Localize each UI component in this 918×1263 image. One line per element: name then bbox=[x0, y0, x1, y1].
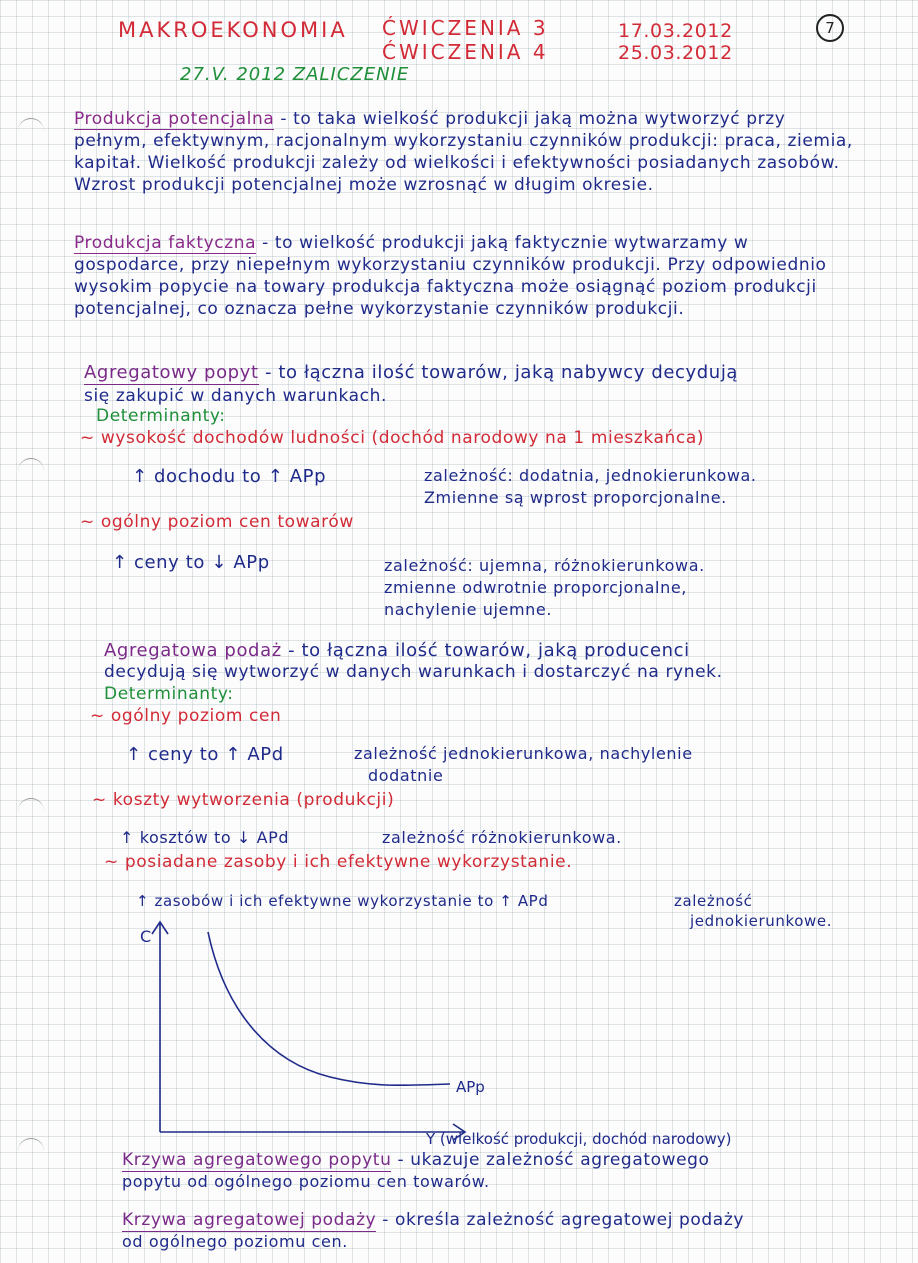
demand-curve-text: - ukazuje zależność agregatowego bbox=[391, 1150, 710, 1170]
demand-determinants-label: Determinanty: bbox=[96, 406, 226, 426]
potential-production-text: - to taka wielkość produkcji jaką można wytworzyć przy pełnym, efektywnym, racjonalnym wykorzystaniu czynników produkcji: praca, ziemia, kapitał. Wielkość produkcji zależy od wielkości i efektywności posiadanych zasobów. Wzrost produkcji potencjalnej może wzrosnąć w długim okresie. bbox=[74, 109, 853, 195]
session-date-1: 17.03.2012 bbox=[618, 20, 733, 42]
aggregate-supply-text: - to łączna ilość towarów, jaką producenci bbox=[281, 640, 690, 661]
aggregate-demand-curve bbox=[208, 932, 450, 1085]
curve-label: APp bbox=[456, 1078, 485, 1096]
supply-determinants-label: Determinanty: bbox=[104, 684, 234, 704]
aggregate-demand-term: Agregatowy popyt bbox=[84, 362, 259, 383]
supply-resources-note-1: zależność bbox=[674, 892, 753, 910]
actual-production-text: - to wielkość produkcji jaką faktycznie wytwarzamy w gospodarce, przy niepełnym wykorzystaniu czynników produkcji. Przy odpowiednio wysokim popycie na towary produkcja faktyczna może osiągnąć poziom produkcji potencjalnej, co oznacza pełne wykorzystanie czynników produkcji. bbox=[74, 233, 827, 319]
credit-date: 27.V. 2012 ZALICZENIE bbox=[180, 64, 410, 85]
supply-costs-note: zależność różnokierunkowa. bbox=[382, 828, 622, 847]
demand-income-note-2: Zmienne są wprost proporcjonalne. bbox=[424, 488, 727, 507]
supply-costs-relation: ↑ kosztów to ↓ APd bbox=[120, 828, 290, 847]
supply-determinant-price: ~ ogólny poziom cen bbox=[90, 706, 282, 726]
actual-production-paragraph bbox=[74, 232, 854, 320]
demand-curve-line-2: popytu od ogólnego poziomu cen towarów. bbox=[122, 1172, 490, 1191]
page-number bbox=[816, 14, 844, 42]
margin-mark bbox=[18, 798, 44, 813]
session-label-1: ĆWICZENIA 3 bbox=[382, 16, 549, 40]
demand-determinant-price: ~ ogólny poziom cen towarów bbox=[80, 512, 354, 532]
supply-curve-term: Krzywa agregatowej podaży bbox=[122, 1210, 377, 1230]
margin-mark bbox=[18, 118, 44, 133]
supply-resources-note-2: jednokierunkowe. bbox=[690, 912, 833, 930]
demand-price-relation: ↑ ceny to ↓ APp bbox=[112, 552, 270, 573]
demand-line-1 bbox=[84, 362, 738, 383]
actual-production-term: Produkcja faktyczna bbox=[74, 233, 257, 253]
page-number-text: 7 bbox=[825, 19, 835, 37]
supply-price-note-1: zależność jednokierunkowa, nachylenie bbox=[354, 744, 693, 763]
demand-price-note-3: nachylenie ujemne. bbox=[384, 600, 553, 619]
demand-determinant-income: ~ wysokość dochodów ludności (dochód narodowy na 1 mieszkańca) bbox=[80, 428, 705, 448]
supply-price-relation: ↑ ceny to ↑ APd bbox=[126, 744, 284, 765]
supply-curve-line-2: od ogólnego poziomu cen. bbox=[122, 1232, 348, 1251]
demand-income-note-1: zależność: dodatnia, jednokierunkowa. bbox=[424, 466, 757, 485]
session-date-2: 25.03.2012 bbox=[618, 42, 733, 64]
aggregate-demand-text: - to łączna ilość towarów, jaką nabywcy decydują bbox=[258, 362, 739, 383]
margin-mark bbox=[18, 458, 44, 473]
supply-determinant-costs: ~ koszty wytworzenia (produkcji) bbox=[92, 790, 395, 810]
supply-curve-text: - określa zależność agregatowej podaży bbox=[376, 1210, 745, 1230]
demand-price-note-2: zmienne odwrotnie proporcjonalne, bbox=[384, 578, 687, 597]
supply-resources-relation: ↑ zasobów i ich efektywne wykorzystanie to ↑ APd bbox=[136, 892, 549, 910]
demand-income-relation: ↑ dochodu to ↑ APp bbox=[132, 466, 327, 487]
aggregate-supply-term: Agregatowa podaż bbox=[104, 640, 282, 661]
x-axis-label: Y (wielkość produkcji, dochód narodowy) bbox=[426, 1130, 732, 1148]
session-label-2: ĆWICZENIA 4 bbox=[382, 40, 549, 64]
demand-price-note-1: zależność: ujemna, różnokierunkowa. bbox=[384, 556, 705, 575]
page-title: MAKROEKONOMIA bbox=[118, 18, 348, 42]
supply-line-2: decydują się wytworzyć w danych warunkach i dostarczyć na rynek. bbox=[104, 662, 723, 682]
demand-curve-term: Krzywa agregatowego popytu bbox=[122, 1150, 392, 1170]
supply-curve-line-1 bbox=[122, 1210, 744, 1230]
margin-mark bbox=[18, 1138, 44, 1153]
potential-production-term: Produkcja potencjalna bbox=[74, 109, 275, 129]
demand-curve-graph bbox=[130, 912, 833, 1152]
supply-price-note-2: dodatnie bbox=[368, 766, 444, 785]
supply-determinant-resources: ~ posiadane zasoby i ich efektywne wykorzystanie. bbox=[104, 852, 573, 872]
demand-line-2: się zakupić w danych warunkach. bbox=[84, 386, 387, 406]
y-axis-label: C bbox=[140, 927, 152, 946]
potential-production-paragraph bbox=[74, 108, 854, 196]
demand-curve-line-1 bbox=[122, 1150, 710, 1170]
supply-line-1 bbox=[104, 640, 690, 661]
